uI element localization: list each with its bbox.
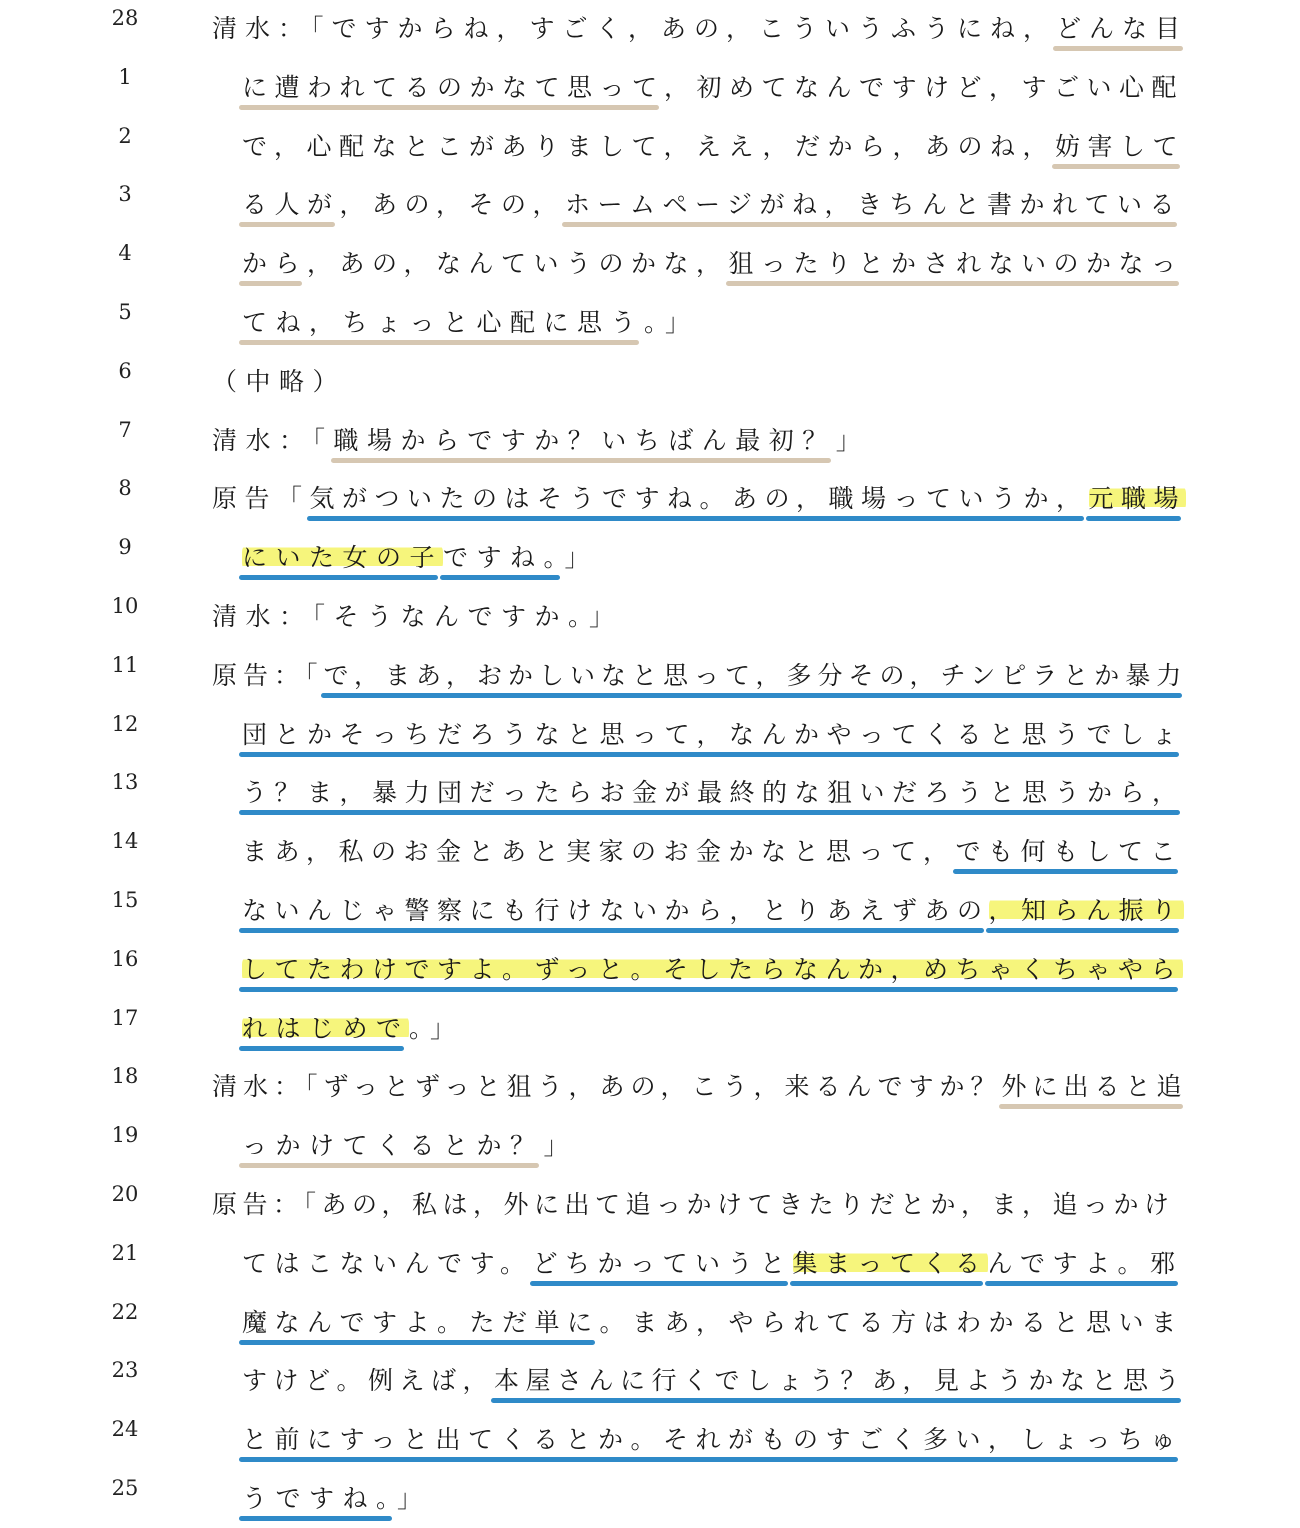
line-number: 2 [118, 123, 132, 148]
underlined-text: ホームページがね，きちんと書かれている [565, 190, 1183, 220]
underline-mark [239, 222, 335, 227]
highlighted-text: 集まってくる [792, 1248, 988, 1278]
transcript-line [0, 1294, 1300, 1352]
transcript-line [0, 412, 1300, 470]
underline-mark [239, 810, 1180, 815]
line-number: 28 [111, 6, 139, 30]
line-text [212, 353, 346, 411]
text-segment: まあ，私のお金とあと実家のお金かなと思って， [242, 837, 956, 867]
underline-mark [239, 1457, 1178, 1462]
transcript-line [0, 588, 1300, 646]
transcript-line [0, 470, 1300, 528]
underlined-text: うですね。 [242, 1484, 398, 1513]
transcript-line [0, 59, 1300, 117]
underlined-text: に遭われてるのかなて思って [242, 72, 665, 102]
underlined-text: 職場からですか？いちばん最初？ [333, 425, 836, 455]
text-segment: 」 [564, 543, 599, 573]
transcript-line [0, 1176, 1300, 1234]
underline-mark [239, 575, 438, 580]
transcript-line [0, 118, 1300, 176]
underline-mark [726, 281, 1179, 286]
transcript-line [0, 941, 1300, 999]
underline-mark [239, 1516, 392, 1521]
text-segment: 清水：「ずっとずっと狙う，あの，こう，来るんですか？ [212, 1072, 1002, 1102]
underline-mark [331, 458, 831, 463]
text-segment: ，初めてなんですけど，すごい心配 [664, 72, 1185, 102]
line-number: 11 [111, 652, 139, 677]
underlined-text: 団とかそっちだろうなと思って，なんかやってくると思うでしょ [242, 719, 1185, 749]
underline-mark [491, 1398, 1181, 1403]
transcript-line [0, 882, 1300, 940]
line-number: 7 [118, 417, 132, 442]
transcript-line [0, 529, 1300, 587]
text-segment: 清水：「 [212, 425, 334, 455]
line-number: 16 [111, 946, 139, 971]
underlined-text: てね，ちょっと心配に思う [242, 308, 645, 337]
text-segment: ，あの，その， [339, 190, 566, 220]
text-segment: 原告：「 [212, 660, 324, 690]
underlined-text: 魔なんですよ。ただ単に [242, 1307, 600, 1337]
line-number: 8 [118, 476, 132, 501]
underline-mark [239, 340, 639, 345]
underlined-text: でも何もしてこ [955, 837, 1184, 867]
line-text [242, 118, 1185, 176]
transcript-line [0, 1117, 1300, 1175]
underline-mark [530, 1281, 788, 1286]
transcript-line [0, 294, 1300, 352]
transcript-line [0, 1470, 1300, 1528]
highlighted-text: ，知らん振り [988, 896, 1184, 925]
text-segment: 。」 [409, 1013, 464, 1043]
line-number: 1 [118, 64, 132, 89]
underline-mark [986, 928, 1179, 933]
underline-mark [1053, 46, 1183, 51]
underlined-text: 本屋さんに行くでしょう？あ，見ようかなと思う [494, 1366, 1187, 1396]
text-segment: 清水：「そうなんですか。」 [212, 602, 623, 631]
highlighted-text: してたわけですよ。ずっと。そしたらなんか，めちゃくちゃやら [242, 954, 1184, 984]
highlighted-text: にいた女の子 [242, 543, 444, 573]
underline-mark [999, 1104, 1183, 1109]
transcript-line [0, 1411, 1300, 1469]
line-number: 14 [111, 829, 139, 854]
underlined-text: ですね。 [443, 543, 565, 573]
underline-mark [790, 1281, 983, 1286]
line-number: 5 [118, 300, 132, 324]
line-text [212, 1176, 1175, 1234]
line-number: 20 [111, 1182, 139, 1206]
text-segment: 原告：「あの，私は，外に出て追っかけてきたりだとか，ま，追っかけ [212, 1190, 1175, 1219]
underlined-text: ないんじゃ警察にも行けないから，とりあえずあの [242, 896, 989, 925]
transcript-line [0, 1000, 1300, 1058]
underline-mark [239, 752, 1179, 757]
text-segment: 」 [397, 1484, 431, 1513]
transcript-line [0, 1235, 1300, 1293]
transcript-line [0, 235, 1300, 293]
line-text [212, 0, 1188, 58]
line-number: 4 [118, 241, 132, 266]
text-segment: すけど。例えば， [242, 1366, 495, 1396]
underlined-text: で，まあ，おかしいなと思って，多分その，チンピラとか暴力 [323, 660, 1188, 690]
line-number: 9 [118, 535, 132, 560]
text-segment: ，あの，なんていうのかな， [307, 249, 729, 279]
transcript-line [0, 1058, 1300, 1116]
underline-mark [440, 575, 560, 580]
text-segment: 。」 [644, 308, 699, 337]
underline-mark [239, 1046, 404, 1051]
underline-mark [239, 105, 659, 110]
underlined-text: んですよ。邪 [987, 1248, 1183, 1278]
transcript-line [0, 0, 1300, 58]
line-number: 10 [111, 594, 139, 618]
text-segment: （中略） [212, 366, 347, 396]
underline-mark [307, 516, 1084, 521]
line-number: 25 [111, 1476, 139, 1500]
line-number: 24 [111, 1417, 139, 1442]
transcript-line [0, 764, 1300, 822]
underline-mark [239, 1163, 539, 1168]
text-segment: 」 [835, 425, 870, 455]
underline-mark [239, 281, 302, 286]
line-number: 6 [118, 358, 132, 383]
underlined-text: 外に出ると追 [1001, 1072, 1188, 1102]
transcript-line [0, 823, 1300, 881]
line-number: 17 [111, 1005, 139, 1030]
text-segment: 原告「 [212, 484, 310, 514]
underlined-text: と前にすっと出てくるとか。それがものすごく多い，しょっちゅ [242, 1425, 1184, 1455]
underline-mark [1086, 516, 1182, 521]
underlined-text: う？ま，暴力団だったらお金が最終的な狙いだろうと思うから， [242, 778, 1185, 808]
text-segment: 。まあ，やられてる方はわかると思いま [599, 1307, 1184, 1337]
transcript-line [0, 706, 1300, 764]
underlined-text: っかけてくるとか？ [242, 1131, 544, 1161]
line-number: 23 [111, 1358, 139, 1383]
transcript-line [0, 1352, 1300, 1410]
line-number: 13 [111, 770, 139, 795]
underlined-text: どちかっていうと [532, 1248, 793, 1278]
line-number: 3 [118, 182, 132, 207]
text-segment: で，心配なとこがありまして，ええ，だから，あのね， [242, 131, 1056, 161]
text-segment: 」 [543, 1131, 578, 1161]
underlined-text: 妨害して [1055, 131, 1186, 161]
transcript-line [0, 176, 1300, 234]
underlined-text: どんな目 [1056, 14, 1189, 43]
text-segment: てはこないんです。 [242, 1248, 533, 1278]
transcript-line [0, 647, 1300, 705]
line-number: 15 [111, 888, 139, 912]
line-number: 12 [111, 711, 139, 736]
transcript-line [0, 353, 1300, 411]
underlined-text: 狙ったりとかされないのかなっ [728, 249, 1184, 279]
underline-mark [321, 693, 1183, 698]
line-text [212, 588, 623, 646]
line-number: 22 [111, 1299, 139, 1324]
underlined-text: 気がついたのはそうですね。あの，職場っていうか， [309, 484, 1089, 514]
underline-mark [239, 928, 984, 933]
line-number: 19 [111, 1123, 139, 1148]
line-number: 21 [111, 1240, 139, 1265]
underlined-text: る人が [242, 190, 340, 220]
line-number: 18 [111, 1064, 139, 1089]
highlighted-text: れはじめで [242, 1013, 410, 1043]
underline-mark [985, 1281, 1178, 1286]
underline-mark [562, 222, 1177, 227]
underlined-text: から [242, 249, 308, 279]
highlighted-text: 元職場 [1088, 484, 1187, 514]
underline-mark [953, 869, 1179, 874]
underline-mark [239, 987, 1178, 992]
underline-mark [239, 1340, 595, 1345]
text-segment: 清水：「ですからね，すごく，あの，こういうふうにね， [212, 14, 1057, 43]
underline-mark [1052, 164, 1180, 169]
